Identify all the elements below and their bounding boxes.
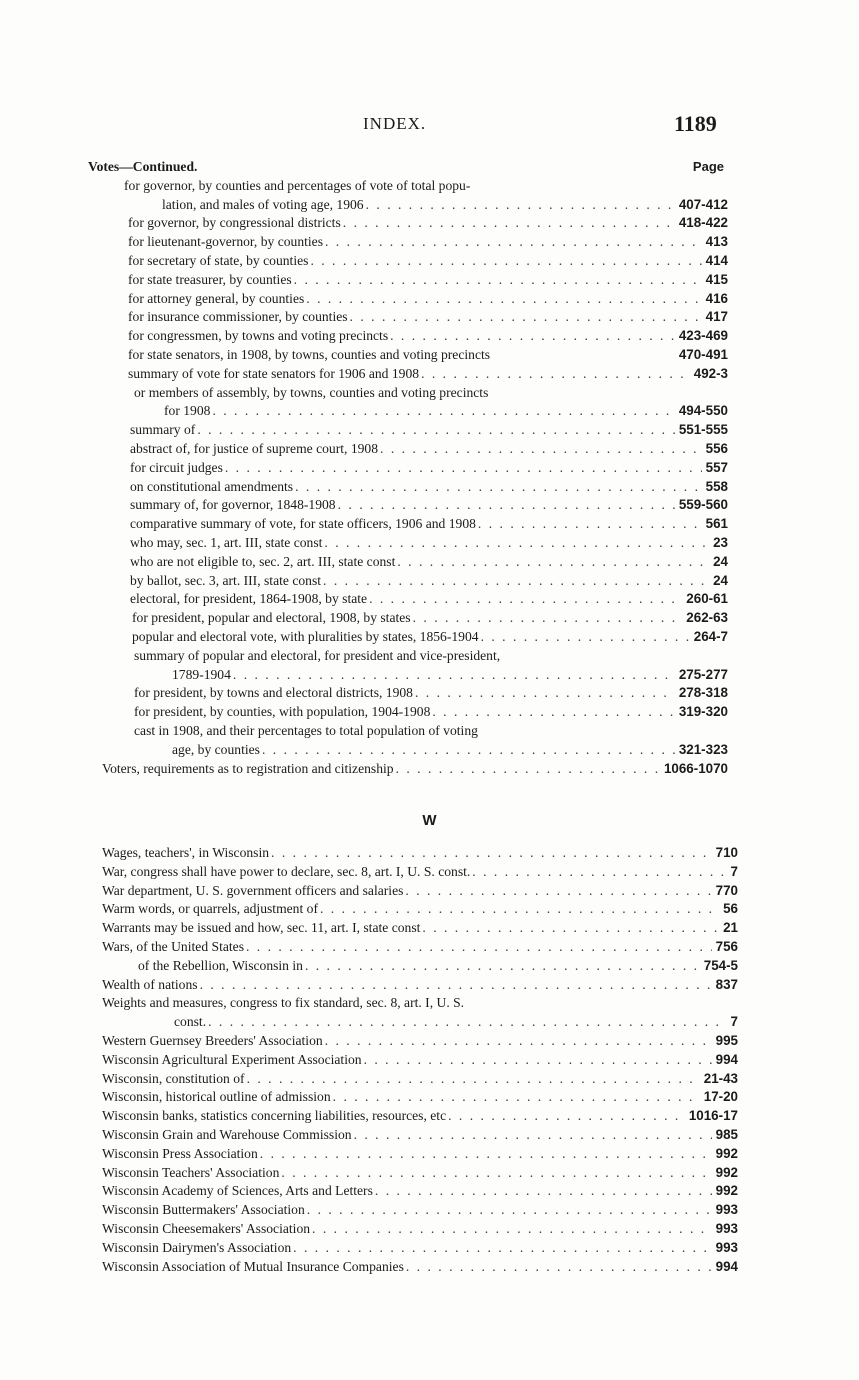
entry-page: 415	[705, 271, 728, 287]
index-entry	[88, 196, 728, 215]
index-entry	[88, 515, 728, 534]
page-header	[0, 111, 859, 140]
index-entry	[102, 919, 738, 938]
leader-dots	[413, 609, 683, 628]
leader-dots	[246, 938, 712, 957]
entry-page: 754-5	[703, 957, 738, 973]
entry-text: Wisconsin Buttermakers' Association	[102, 1202, 305, 1218]
index-entry	[102, 1220, 738, 1239]
entry-page: 995	[715, 1032, 738, 1048]
leader-dots	[323, 572, 709, 591]
index-entry	[88, 590, 728, 609]
entry-page: 23	[713, 534, 728, 550]
entry-text: Wisconsin Dairymen's Association	[102, 1239, 292, 1255]
index-entry	[88, 666, 728, 685]
index-entry	[102, 994, 738, 1013]
leader-dots	[333, 1088, 700, 1107]
entry-page: 7	[730, 1014, 738, 1030]
index-entry	[88, 647, 728, 666]
leader-dots	[415, 684, 675, 703]
entry-text: Wars, of the United States	[102, 938, 244, 954]
section-letter-heading: W	[422, 812, 437, 829]
entry-page: 24	[713, 553, 728, 569]
index-entry	[102, 1145, 738, 1164]
leader-dots	[295, 478, 702, 497]
leader-dots	[212, 402, 674, 421]
index-entry	[102, 957, 738, 976]
index-entry	[88, 553, 728, 572]
index-entry	[88, 233, 728, 252]
entry-page: 994	[715, 1258, 738, 1274]
entry-text: for attorney general, by counties	[128, 290, 305, 306]
entry-page: 413	[705, 234, 728, 250]
running-title: INDEX.	[363, 114, 427, 133]
entry-page: 992	[715, 1183, 738, 1199]
index-entry	[102, 900, 738, 919]
entry-text: Weights and measures, congress to fix standard, sec. 8, art. I, U. S.	[102, 995, 465, 1011]
index-entry	[88, 421, 728, 440]
entry-text: for circuit judges	[130, 459, 223, 475]
entry-text: Voters, requirements as to registration and citizenship	[102, 760, 394, 776]
entry-page: 321-323	[678, 741, 728, 757]
entry-text: 1789-1904	[172, 666, 231, 682]
leader-dots	[366, 196, 675, 215]
entry-text: Wages, teachers', in Wisconsin	[102, 845, 270, 860]
leader-dots	[310, 252, 701, 271]
index-entry	[102, 1107, 738, 1126]
index-entry	[102, 1051, 738, 1070]
leader-dots	[405, 882, 711, 901]
entry-page: 770	[715, 882, 738, 898]
index-entry	[102, 1164, 738, 1183]
entry-page: 993	[715, 1239, 738, 1255]
index-entry	[88, 177, 728, 196]
entry-page: 21	[723, 920, 738, 936]
leader-dots	[294, 271, 702, 290]
leader-dots	[281, 1164, 711, 1183]
entry-text: for governor, by counties and percentages of vote of total popu-	[124, 177, 471, 193]
entry-text: popular and electoral vote, with pluralities by states, 1856-1904	[132, 628, 479, 644]
entry-page: 264-7	[693, 628, 728, 644]
entry-text: Wisconsin Teachers' Association	[102, 1164, 280, 1180]
leader-dots	[197, 421, 675, 440]
index-entry	[102, 1070, 738, 1089]
index-entry	[102, 1088, 738, 1107]
entry-page: 1066-1070	[663, 760, 728, 776]
entry-page: 414	[705, 252, 728, 268]
entry-text: const.	[174, 1014, 207, 1030]
index-entry	[88, 741, 728, 760]
entry-text: summary of, for governor, 1848-1908	[130, 497, 336, 513]
entry-text: age, by counties	[172, 741, 260, 757]
leader-dots	[406, 1258, 712, 1277]
leader-dots	[271, 844, 712, 863]
entry-page: 418-422	[678, 215, 728, 231]
entry-page: 993	[715, 1202, 738, 1218]
entry-text: for president, by towns and electoral districts, 1908	[134, 685, 413, 701]
leader-dots	[325, 233, 702, 252]
index-entry	[88, 478, 728, 497]
leader-dots	[338, 496, 675, 515]
entry-text: for lieutenant-governor, by counties	[128, 234, 323, 250]
entry-text: Warm words, or quarrels, adjustment of	[102, 901, 318, 917]
votes-header-row	[88, 158, 728, 177]
leader-dots	[481, 628, 690, 647]
index-entry	[102, 1201, 738, 1220]
entry-page: 494-550	[678, 403, 728, 419]
index-entry	[88, 290, 728, 309]
leader-dots	[448, 1107, 685, 1126]
index-entry	[88, 496, 728, 515]
entry-text: by ballot, sec. 3, art. III, state const	[130, 572, 322, 588]
index-entry	[102, 882, 738, 901]
index-entry	[88, 440, 728, 459]
entry-text: summary of	[130, 422, 196, 438]
index-entry	[102, 1239, 738, 1258]
entry-text: who may, sec. 1, art. III, state const	[130, 534, 323, 550]
leader-dots	[375, 1182, 712, 1201]
entry-text: Warrants may be issued and how, sec. 11, art. I, state const	[102, 920, 421, 936]
leader-dots	[293, 1239, 711, 1258]
votes-section	[88, 158, 728, 778]
entry-text: Western Guernsey Breeders' Association	[102, 1032, 323, 1048]
entry-page: 561	[705, 516, 728, 532]
leader-dots	[369, 590, 682, 609]
leader-dots	[320, 900, 719, 919]
index-entry	[88, 534, 728, 553]
entry-text: summary of popular and electoral, for president and vice-president,	[134, 647, 501, 663]
index-entry	[88, 308, 728, 327]
leader-dots	[307, 1201, 712, 1220]
entry-page: 470-491	[678, 346, 728, 362]
leader-dots	[324, 534, 709, 553]
entry-page: 993	[715, 1220, 738, 1236]
entry-text: for 1908	[164, 403, 211, 419]
leader-dots	[478, 515, 702, 534]
page-number: 1189	[674, 111, 717, 136]
leader-dots	[472, 863, 726, 882]
entry-page: 260-61	[686, 591, 728, 607]
entry-page: 262-63	[686, 610, 728, 626]
entry-text: comparative summary of vote, for state officers, 1906 and 1908	[130, 516, 476, 532]
index-entry	[102, 863, 738, 882]
leader-dots	[396, 760, 660, 779]
entry-page: 710	[715, 845, 738, 860]
entry-text: for state treasurer, by counties	[128, 271, 292, 287]
entry-page: 992	[715, 1145, 738, 1161]
entry-page: 319-320	[678, 704, 728, 720]
entry-text: Wisconsin, constitution of	[102, 1070, 245, 1086]
index-entry	[102, 976, 738, 995]
entry-text: summary of vote for state senators for 1906 and 1908	[128, 365, 420, 381]
entry-text: lation, and males of voting age, 1906	[162, 196, 364, 212]
leader-dots	[225, 459, 702, 478]
entry-text: on constitutional amendments	[130, 478, 294, 494]
entry-text: for president, popular and electoral, 1908, by states	[132, 610, 411, 626]
entry-text: Wisconsin Agricultural Experiment Association	[102, 1051, 362, 1067]
index-entry	[88, 384, 728, 403]
index-entry	[88, 271, 728, 290]
leader-dots	[312, 1220, 712, 1239]
entry-text: of the Rebellion, Wisconsin in	[138, 957, 303, 973]
index-entry	[102, 1258, 738, 1277]
entry-page: 423-469	[678, 328, 728, 344]
leader-dots	[343, 214, 675, 233]
entry-text: Wisconsin banks, statistics concerning liabilities, resources, etc	[102, 1108, 447, 1124]
entry-page: 558	[705, 478, 728, 494]
index-entry	[88, 628, 728, 647]
entry-page: 1016-17	[688, 1108, 738, 1124]
entry-page: 7	[730, 863, 738, 879]
leader-dots	[432, 703, 674, 722]
index-entry	[88, 365, 728, 384]
entry-page: 837	[715, 976, 738, 992]
index-entry	[88, 572, 728, 591]
page-column-label: Page	[692, 159, 724, 174]
entry-text: War, congress shall have power to declare, sec. 8, art. I, U. S. const.	[102, 863, 471, 879]
leader-dots	[350, 308, 702, 327]
entry-page: 56	[723, 901, 738, 917]
w-section	[102, 844, 738, 1276]
leader-dots	[421, 365, 690, 384]
entry-page: 992	[715, 1164, 738, 1180]
entry-page: 557	[705, 459, 728, 475]
index-entry	[88, 609, 728, 628]
index-entry	[88, 346, 728, 365]
entry-text: Wisconsin, historical outline of admission	[102, 1089, 331, 1105]
entry-page: 275-277	[678, 666, 728, 682]
leader-dots	[390, 327, 675, 346]
entry-page: 994	[715, 1051, 738, 1067]
leader-dots	[354, 1126, 712, 1145]
entry-text: cast in 1908, and their percentages to total population of voting	[134, 722, 478, 738]
index-entry	[102, 938, 738, 957]
index-entry	[88, 214, 728, 233]
entry-page: 551-555	[678, 422, 728, 438]
entry-text: for congressmen, by towns and voting precincts	[128, 328, 389, 344]
leader-dots	[305, 957, 700, 976]
entry-page: 416	[705, 290, 728, 306]
index-entry	[102, 1032, 738, 1051]
entry-text: Wisconsin Association of Mutual Insurance Companies	[102, 1258, 404, 1274]
votes-entries	[88, 177, 728, 779]
entry-text: for secretary of state, by counties	[128, 252, 309, 268]
index-entry	[88, 760, 728, 779]
entry-text: War department, U. S. government officers and salaries	[102, 882, 404, 898]
leader-dots	[262, 741, 675, 760]
entry-text: electoral, for president, 1864-1908, by state	[130, 591, 368, 607]
leader-dots	[260, 1145, 712, 1164]
entry-page: 278-318	[678, 685, 728, 701]
index-entry	[88, 684, 728, 703]
entry-text: for insurance commissioner, by counties	[128, 309, 348, 325]
entry-page: 24	[713, 572, 728, 588]
leader-dots	[422, 919, 719, 938]
index-entry	[88, 459, 728, 478]
entry-text: Wisconsin Academy of Sciences, Arts and Letters	[102, 1183, 373, 1199]
index-entry	[102, 1126, 738, 1145]
entry-text: who are not eligible to, sec. 2, art. III, state const	[130, 553, 396, 569]
entry-page: 407-412	[678, 196, 728, 212]
entry-text: or members of assembly, by towns, counties and voting precincts	[134, 384, 489, 400]
entry-page: 417	[705, 309, 728, 325]
entry-page: 21-43	[703, 1070, 738, 1086]
entry-text: for state senators, in 1908, by towns, counties and voting precincts	[128, 346, 491, 362]
votes-continued-label: Votes—Continued.	[88, 159, 198, 174]
index-entry	[88, 252, 728, 271]
entry-page: 492-3	[693, 365, 728, 381]
index-entry	[88, 327, 728, 346]
entry-page: 756	[715, 938, 738, 954]
entry-page: 556	[705, 440, 728, 456]
leader-dots	[233, 666, 675, 685]
entry-page: 559-560	[678, 497, 728, 513]
entry-text: for governor, by congressional districts	[128, 215, 341, 231]
entry-text: Wealth of nations	[102, 976, 198, 992]
leader-dots	[380, 440, 702, 459]
leader-dots	[208, 1013, 726, 1032]
entry-text: for president, by counties, with population, 1904-1908	[134, 704, 431, 720]
entry-text: Wisconsin Cheesemakers' Association	[102, 1220, 311, 1236]
index-entry	[88, 703, 728, 722]
index-entry	[88, 402, 728, 421]
entry-text: Wisconsin Grain and Warehouse Commission	[102, 1126, 352, 1142]
index-entry	[102, 844, 738, 863]
entry-text: abstract of, for justice of supreme court, 1908	[130, 440, 379, 456]
leader-dots	[397, 553, 709, 572]
w-entries	[102, 844, 738, 1276]
leader-dots	[306, 290, 701, 309]
entry-page: 17-20	[703, 1089, 738, 1105]
index-entry	[88, 722, 728, 741]
leader-dots	[325, 1032, 712, 1051]
leader-dots	[247, 1070, 700, 1089]
index-entry	[102, 1013, 738, 1032]
entry-text: Wisconsin Press Association	[102, 1145, 258, 1161]
entry-page: 985	[715, 1126, 738, 1142]
leader-dots	[200, 976, 712, 995]
leader-dots	[364, 1051, 712, 1070]
index-entry	[102, 1182, 738, 1201]
